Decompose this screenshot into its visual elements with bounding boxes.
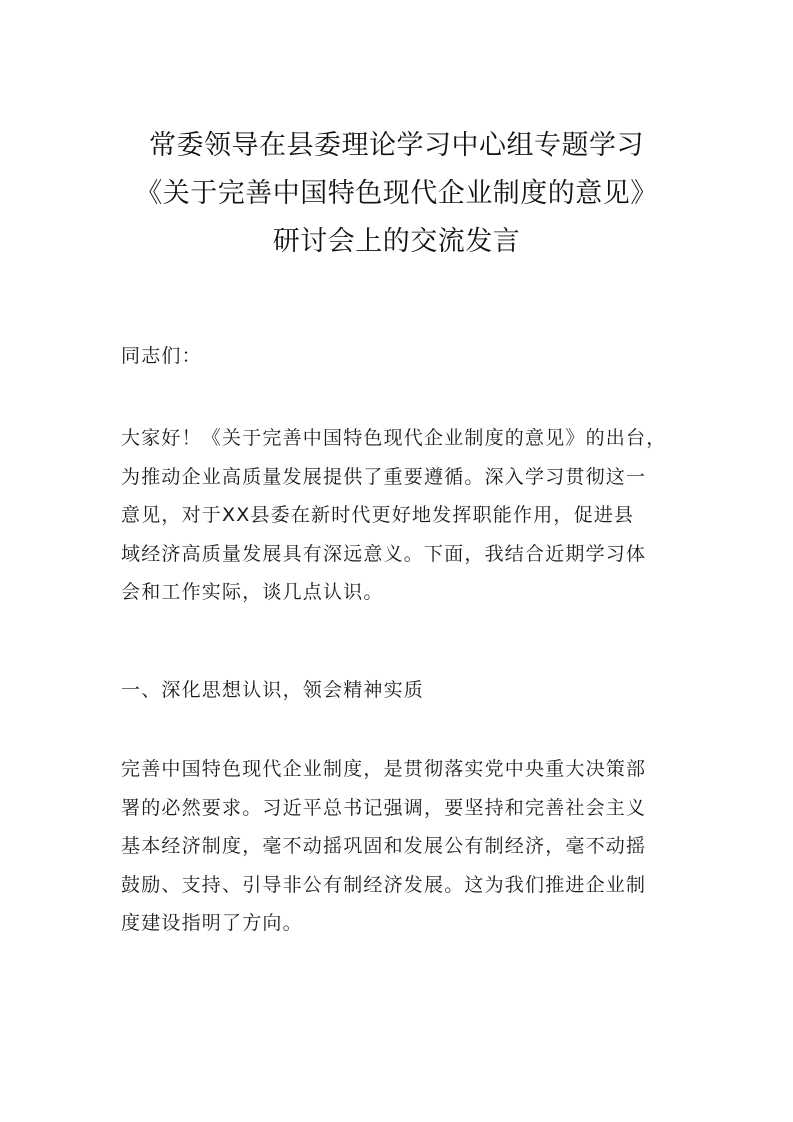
document-title [110, 122, 683, 266]
paragraph-intro [121, 419, 673, 612]
paragraph-line: 基本经济制度，毫不动摇巩固和发展公有制经济，毫不动摇 [121, 835, 647, 857]
paragraph-line: 大家好！《关于完善中国特色现代企业制度的意见》的出台， [121, 427, 667, 449]
title-line-3: 研讨会上的交流发言 [272, 226, 521, 257]
paragraph-line: 完善中国特色现代企业制度，是贯彻落实党中央重大决策部 [121, 758, 647, 780]
salutation [121, 337, 673, 376]
paragraph-section-1 [121, 750, 673, 943]
section-heading-text: 一、深化思想认识，领会精神实质 [121, 679, 425, 701]
section-heading-1 [121, 671, 673, 710]
salutation-text: 同志们： [121, 345, 202, 367]
paragraph-line: 为推动企业高质量发展提供了重要遵循。深入学习贯彻这一 [121, 465, 647, 488]
paragraph-line: 会和工作实际，谈几点认识。 [121, 581, 384, 603]
paragraph-line: 署的必然要求。习近平总书记强调，要坚持和完善社会主义 [121, 796, 647, 819]
title-line-1: 常委领导在县委理论学习中心组专题学习 [149, 130, 644, 161]
paragraph-line: 意见，对于XX县委在新时代更好地发挥职能作用，促进县 [121, 504, 635, 526]
paragraph-line: 域经济高质量发展具有深远意义。下面，我结合近期学习体 [121, 542, 647, 565]
paragraph-line: 鼓励、支持、引导非公有制经济发展。这为我们推进企业制 [121, 873, 647, 896]
paragraph-line: 度建设指明了方向。 [121, 912, 303, 934]
title-line-2: 《关于完善中国特色现代企业制度的意见》 [135, 178, 658, 209]
